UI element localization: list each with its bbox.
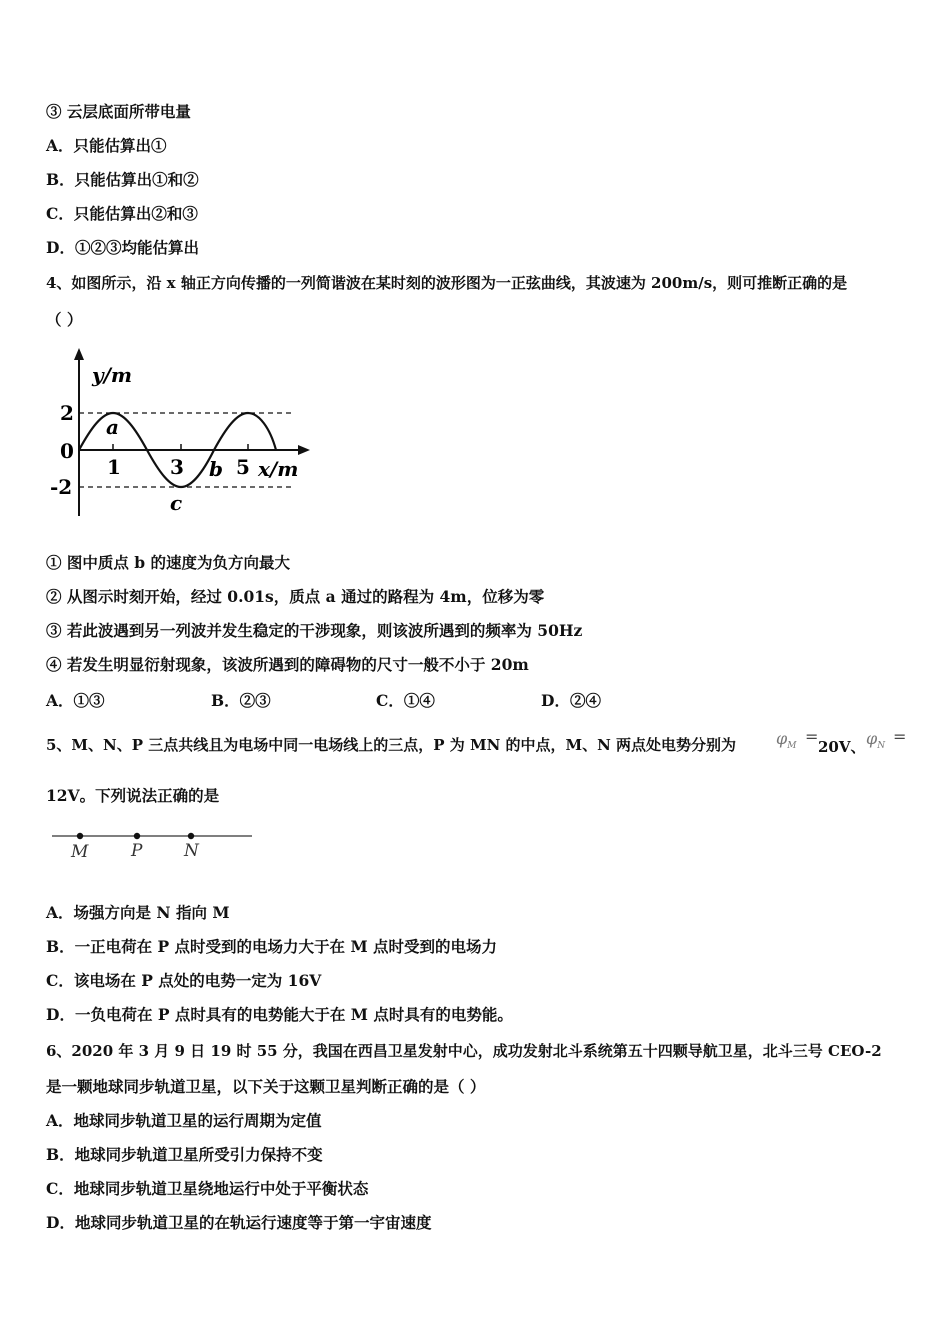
phi-n-symbol bbox=[866, 729, 885, 751]
field-line-figure bbox=[46, 826, 266, 862]
x-tick-label-1: 1 bbox=[107, 455, 121, 479]
q4-item-2: ② 从图示时刻开始，经过 0.01s，质点 a 通过的路程为 4m，位移为零 bbox=[46, 587, 545, 606]
q6-option-b: B．地球同步轨道卫星所受引力保持不变 bbox=[46, 1145, 323, 1164]
q6-option-d: D．地球同步轨道卫星的在轨运行速度等于第一宇宙速度 bbox=[46, 1213, 432, 1232]
q3-option-b: B．只能估算出①和② bbox=[46, 170, 199, 189]
phi-m-symbol bbox=[776, 729, 796, 751]
q4-stem-line2: （ ） bbox=[46, 310, 83, 329]
q4-item-4: ④ 若发生明显衍射现象，该波所遇到的障碍物的尺寸一般不小于 20m bbox=[46, 655, 529, 674]
y-tick-neg2: -2 bbox=[50, 475, 73, 499]
x-axis-label: x/m bbox=[258, 457, 299, 481]
q4-item-1: ① 图中质点 b 的速度为负方向最大 bbox=[46, 553, 291, 572]
q3-item-3: ③ 云层底面所带电量 bbox=[46, 102, 191, 121]
label-m: M bbox=[71, 842, 89, 862]
equals-sign-2: = bbox=[893, 727, 907, 746]
q6-option-c: C．地球同步轨道卫星绕地运行中处于平衡状态 bbox=[46, 1179, 369, 1198]
point-n-dot bbox=[188, 833, 194, 839]
q6-option-a: A．地球同步轨道卫星的运行周期为定值 bbox=[46, 1111, 322, 1130]
q4-option-d: D．②④ bbox=[541, 691, 601, 710]
q3-option-c: C．只能估算出②和③ bbox=[46, 204, 198, 223]
q4-option-b: B．②③ bbox=[211, 691, 271, 710]
point-label-c: c bbox=[170, 491, 183, 515]
phi-n-letter: φ bbox=[866, 729, 878, 748]
q5-stem-line2: 12V。下列说法正确的是 bbox=[46, 786, 220, 805]
y-axis-arrow-icon bbox=[74, 348, 84, 360]
q5-option-b: B．一正电荷在 P 点时受到的电场力大于在 M 点时受到的电场力 bbox=[46, 937, 498, 956]
wave-graph bbox=[46, 346, 316, 521]
q4-stem-line1: 4、如图所示，沿 x 轴正方向传播的一列简谐波在某时刻的波形图为一正弦曲线，其波速为 200m/s，则可推断正确的是 bbox=[46, 274, 848, 292]
equals-sign-1: = bbox=[805, 727, 819, 746]
q6-stem-line2: 是一颗地球同步轨道卫星，以下关于这颗卫星判断正确的是（ ） bbox=[46, 1077, 486, 1096]
point-p-dot bbox=[134, 833, 140, 839]
q4-option-c: C．①④ bbox=[376, 691, 435, 710]
x-tick-label-3: 3 bbox=[170, 455, 184, 479]
q5-option-a: A．场强方向是 N 指向 M bbox=[46, 903, 230, 922]
y-tick-0: 0 bbox=[60, 439, 74, 463]
x-axis-arrow-icon bbox=[298, 445, 310, 455]
phi-m-subscript: M bbox=[787, 741, 797, 752]
label-p: P bbox=[131, 841, 143, 861]
y-tick-2: 2 bbox=[60, 401, 74, 425]
y-axis-label: y/m bbox=[92, 363, 133, 387]
q5-option-c: C．该电场在 P 点处的电势一定为 16V bbox=[46, 971, 322, 990]
phi-m-value: 20V、 bbox=[818, 738, 866, 756]
point-m-dot bbox=[77, 833, 83, 839]
q4-option-a: A．①③ bbox=[46, 691, 105, 710]
q5-stem-line1 bbox=[46, 735, 736, 755]
phi-n-subscript: N bbox=[877, 741, 886, 752]
label-n: N bbox=[184, 841, 199, 861]
q6-stem-line1: 6、2020 年 3 月 9 日 19 时 55 分，我国在西昌卫星发射中心，成功发射北斗系统第五十四颗导航卫星，北斗三号 CEO-2 bbox=[46, 1042, 882, 1060]
q5-option-d: D．一负电荷在 P 点时具有的电势能大于在 M 点时具有的电势能。 bbox=[46, 1005, 513, 1024]
q3-option-d: D．①②③均能估算出 bbox=[46, 238, 199, 257]
q4-item-3: ③ 若此波遇到另一列波并发生稳定的干涉现象，则该波所遇到的频率为 50Hz bbox=[46, 621, 583, 640]
point-label-b: b bbox=[209, 457, 223, 481]
q5-stem-text: 5、M、N、P 三点共线且为电场中同一电场线上的三点，P 为 MN 的中点，M、N 两点处电势分别为 bbox=[46, 736, 737, 754]
q3-option-a: A．只能估算出① bbox=[46, 136, 167, 155]
x-tick-label-5: 5 bbox=[236, 455, 250, 479]
phi-m-letter: φ bbox=[776, 729, 788, 748]
point-label-a: a bbox=[106, 415, 119, 439]
